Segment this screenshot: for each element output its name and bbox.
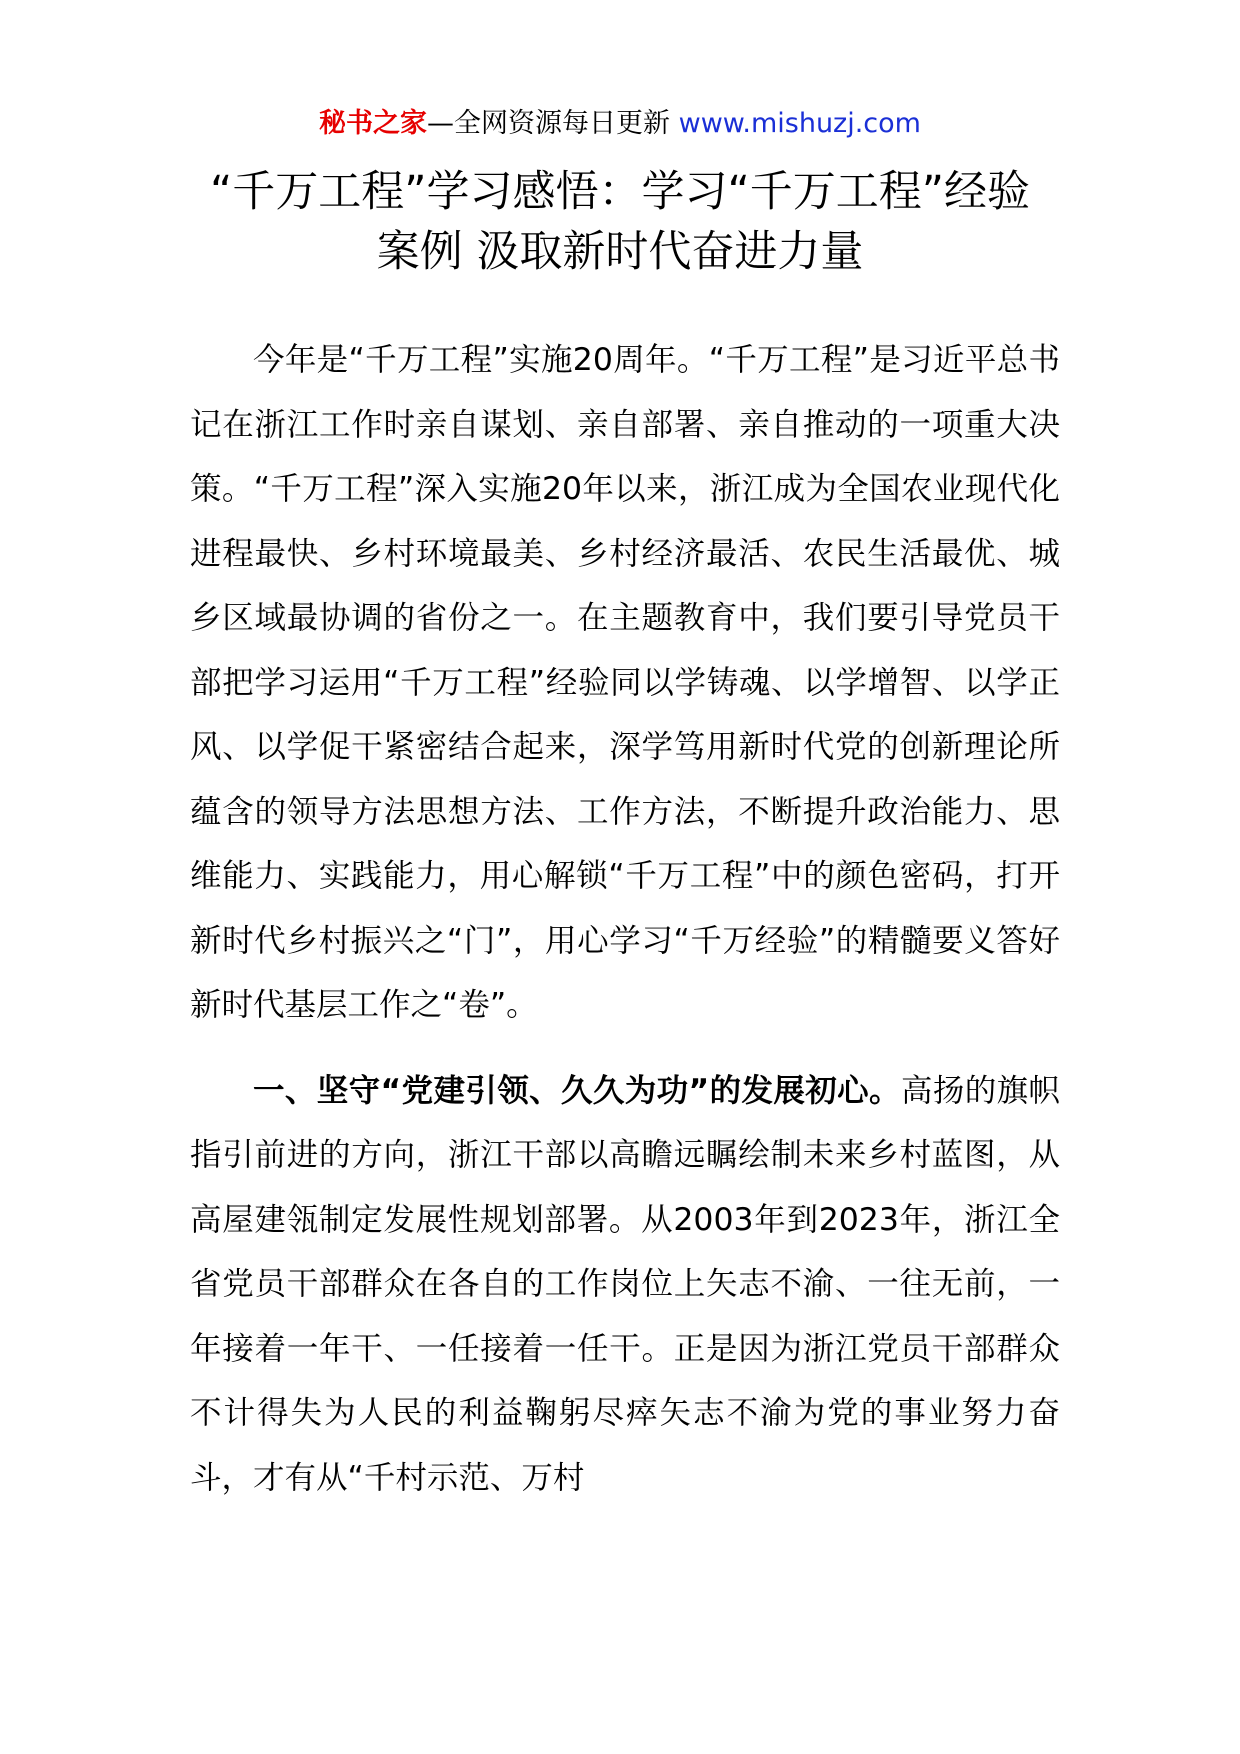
intro-paragraph: 今年是“千万工程”实施20周年。“千万工程”是习近平总书记在浙江工作时亲自谋划、亲自部署、亲自推动的一项重大决策。“千万工程”深入实施20年以来，浙江成为全国农业现代化进程最快、乡村环境最美、乡村经济最活、农民生活最优、城乡区域最协调的省份之一。在主题教育中，我们要引导党员干部把学习运用“千万工程”经验同以学铸魂、以学增智、以学正风、以学促干紧密结合起来，深学笃用新时代党的创新理论所蕴含的领导方法思想方法、工作方法，不断提升政治能力、思维能力、实践能力，用心解锁“千万工程”中的颜色密码，打开新时代乡村振兴之“门”，用心学习“千万经验”的精髓要义答好新时代基层工作之“卷”。	[190, 342, 1060, 1023]
brand-name: 秘书之家	[319, 108, 428, 139]
banner-tagline: —全网资源每日更新	[427, 108, 671, 139]
document-title: “千万工程”学习感悟：学习“千万工程”经验案例 汲取新时代奋进力量	[209, 167, 1031, 277]
section-1-paragraph	[190, 1059, 1060, 1511]
site-banner	[0, 104, 1240, 144]
section-1-heading: 一、坚守“党建引领、久久为功”的发展初心。	[253, 1072, 901, 1109]
section-1-text: 高扬的旗帜指引前进的方向，浙江干部以高瞻远瞩绘制未来乡村蓝图，从高屋建瓴制定发展性规划部署。从2003年到2023年，浙江全省党员干部群众在各自的工作岗位上矢志不渝、一往无前，一年接着一年干、一任接着一任干。正是因为浙江党员干部群众不计得失为人民的利益鞠躬尽瘁矢志不渝为党的事业努力奋斗，才有从“千村示范、万村	[190, 1072, 1060, 1496]
document-body	[190, 328, 1060, 1510]
site-url-link[interactable]: www.mishuzj.com	[678, 108, 921, 139]
